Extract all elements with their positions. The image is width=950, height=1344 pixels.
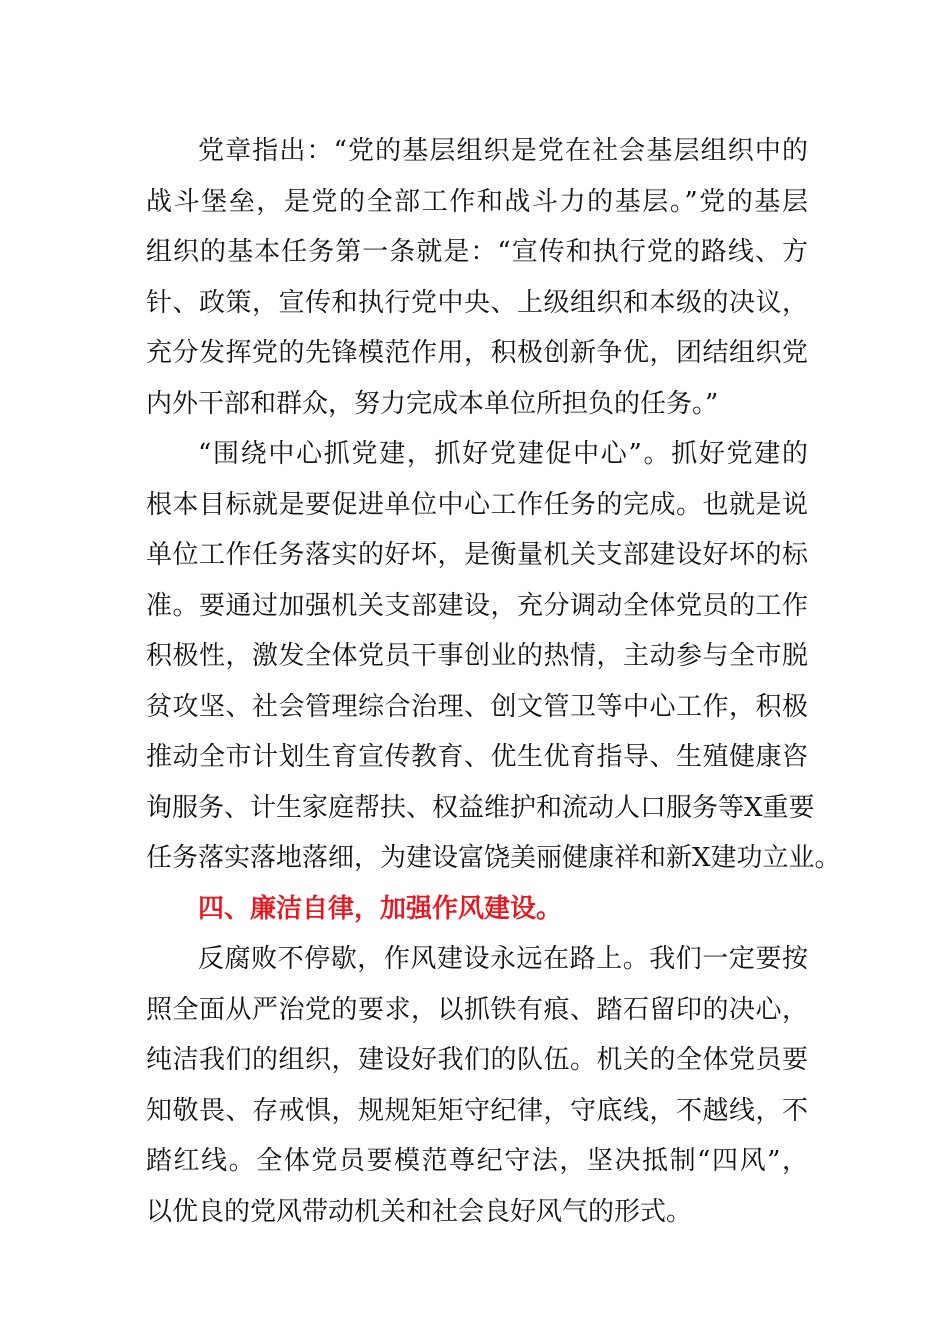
section-heading: 四、廉洁自律，加强作风建设。 — [198, 893, 563, 924]
paragraph-line: “围绕中心抓党建，抓好党建促中心”。抓好党建的 — [198, 439, 808, 469]
paragraph-line: 纯洁我们的组织，建设好我们的队伍。机关的全体党员要 — [146, 1045, 808, 1075]
paragraph-line: 以优良的党风带动机关和社会良好风气的形式。 — [146, 1196, 693, 1227]
paragraph-line: 内外干部和群众，努力完成本单位所担负的任务。” — [146, 388, 719, 419]
paragraph-line: 党章指出：“党的基层组织是党在社会基层组织中的 — [198, 136, 808, 166]
paragraph-line: 战斗堡垒，是党的全部工作和战斗力的基层。”党的基层 — [146, 186, 808, 217]
paragraph-line: 照全面从严治党的要求，以抓铁有痕、踏石留印的决心， — [146, 994, 808, 1025]
paragraph-line: 积极性，激发全体党员干事创业的热情，主动参与全市脱 — [146, 641, 808, 671]
paragraph-line: 任务落实落地落细，为建设富饶美丽健康祥和新X建功立业。 — [146, 843, 841, 873]
paragraph-line: 充分发挥党的先锋模范作用，积极创新争优，团结组织党 — [146, 338, 808, 368]
paragraph-line: 针、政策，宣传和执行党中央、上级组织和本级的决议， — [146, 287, 808, 318]
paragraph-line: 单位工作任务落实的好坏，是衡量机关支部建设好坏的标 — [146, 540, 808, 570]
paragraph-line: 推动全市计划生育宣传教育、优生优育指导、生殖健康咨 — [146, 742, 808, 772]
paragraph-line: 贫攻坚、社会管理综合治理、创文管卫等中心工作，积极 — [146, 691, 808, 722]
paragraph-line: 反腐败不停歇，作风建设永远在路上。我们一定要按 — [198, 944, 808, 974]
paragraph-line: 知敬畏、存戒惧，规规矩矩守纪律，守底线，不越线，不 — [146, 1095, 808, 1126]
document-body — [146, 126, 841, 1237]
paragraph-line: 组织的基本任务第一条就是：“宣传和执行党的路线、方 — [146, 237, 808, 267]
paragraph-line: 询服务、计生家庭帮扶、权益维护和流动人口服务等X重要 — [146, 792, 815, 823]
paragraph-line: 踏红线。全体党员要模范尊纪守法，坚决抵制“四风”， — [146, 1146, 808, 1176]
paragraph-line: 根本目标就是要促进单位中心工作任务的完成。也就是说 — [146, 489, 808, 520]
paragraph-line: 准。要通过加强机关支部建设，充分调动全体党员的工作 — [146, 590, 808, 621]
